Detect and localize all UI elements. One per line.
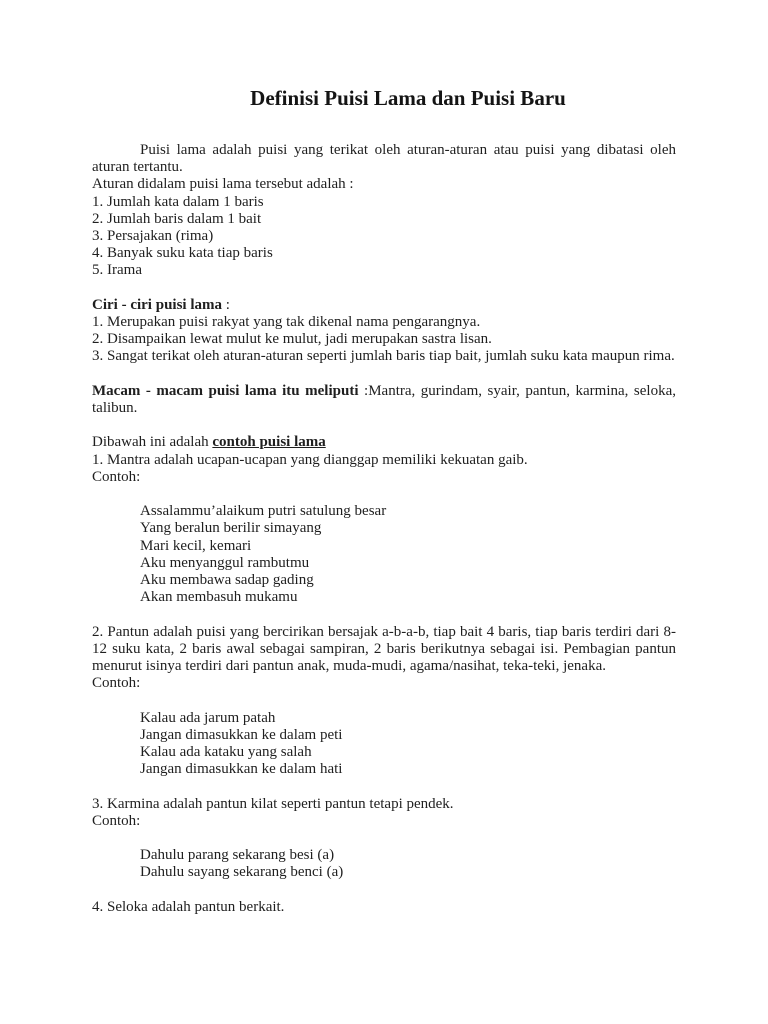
ciri-item-3: 3. Sangat terikat oleh aturan-aturan seperti jumlah baris tiap bait, jumlah suku kata maupun rima. bbox=[92, 348, 675, 365]
aturan-item-2: 2. Jumlah baris dalam 1 bait bbox=[92, 210, 262, 227]
contoh-intro-emphasis: contoh puisi lama bbox=[212, 434, 326, 451]
mantra-poem-line: Mari kecil, kemari bbox=[140, 537, 252, 554]
ciri-item-1: 1. Merupakan puisi rakyat yang tak dikenal nama pengarangnya. bbox=[92, 314, 481, 331]
mantra-poem bbox=[140, 503, 676, 606]
karmina-poem-line: Dahulu parang sekarang besi (a) bbox=[140, 847, 335, 864]
pantun-contoh-label: Contoh: bbox=[92, 675, 141, 692]
mantra-poem-line: Yang beralun berilir simayang bbox=[140, 520, 322, 537]
page-title: Definisi Puisi Lama dan Puisi Baru bbox=[250, 86, 566, 110]
document-content bbox=[92, 86, 676, 916]
ciri-heading-colon: : bbox=[222, 296, 230, 313]
karmina-poem bbox=[140, 847, 676, 881]
ciri-item-2: 2. Disampaikan lewat mulut ke mulut, jadi merupakan sastra lisan. bbox=[92, 331, 492, 348]
pantun-poem-line: Jangan dimasukkan ke dalam peti bbox=[140, 726, 343, 743]
contoh-intro bbox=[92, 434, 676, 451]
mantra-poem-line: Aku membawa sadap gading bbox=[140, 572, 314, 589]
ciri-heading bbox=[92, 297, 676, 314]
contoh-intro-normal: Dibawah ini adalah bbox=[92, 434, 213, 451]
mantra-poem-line: Aku menyanggul rambutmu bbox=[140, 554, 310, 571]
aturan-item-3: 3. Persajakan (rima) bbox=[92, 228, 214, 245]
karmina-contoh-label: Contoh: bbox=[92, 812, 141, 829]
karmina-poem-line: Dahulu sayang sekarang benci (a) bbox=[140, 864, 344, 881]
mantra-poem-line: Assalammu’alaikum putri satulung besar bbox=[140, 503, 387, 520]
mantra-poem-line: Akan membasuh mukamu bbox=[140, 589, 298, 606]
ciri-heading-bold: Ciri - ciri puisi lama bbox=[92, 296, 222, 313]
seloka-definition: 4. Seloka adalah pantun berkait. bbox=[92, 898, 285, 915]
pantun-poem-line: Kalau ada kataku yang salah bbox=[140, 744, 312, 761]
macam-list-text: :Mantra, gurindam, syair, pantun, karmina, seloka, talibun. bbox=[92, 382, 676, 417]
mantra-definition: 1. Mantra adalah ucapan-ucapan yang dianggap memiliki kekuatan gaib. bbox=[92, 451, 528, 468]
aturan-item-5: 5. Irama bbox=[92, 262, 142, 279]
pantun-definition: 2. Pantun adalah puisi yang bercirikan bersajak a-b-a-b, tiap bait 4 baris, tiap baris terdiri dari 8-12 suku kata, 2 baris awal sebagai sampiran, 2 baris berikutnya sebagai isi. Pembagian pantun menurut isinya terdiri dari pantun anak, muda-mudi, agama/nasihat, teka-teki, jenaka. bbox=[92, 623, 676, 675]
pantun-poem-line: Jangan dimasukkan ke dalam hati bbox=[140, 761, 343, 778]
mantra-contoh-label: Contoh: bbox=[92, 468, 141, 485]
pantun-poem bbox=[140, 710, 676, 779]
aturan-header: Aturan didalam puisi lama tersebut adalah : bbox=[92, 176, 354, 193]
aturan-item-1: 1. Jumlah kata dalam 1 baris bbox=[92, 193, 264, 210]
aturan-item-4: 4. Banyak suku kata tiap baris bbox=[92, 245, 273, 262]
macam-heading-bold: Macam - macam puisi lama itu meliputi bbox=[92, 382, 359, 399]
intro-paragraph: Puisi lama adalah puisi yang terikat oleh aturan-aturan atau puisi yang dibatasi oleh aturan tertantu. bbox=[92, 142, 676, 176]
pantun-poem-line: Kalau ada jarum patah bbox=[140, 709, 276, 726]
karmina-definition: 3. Karmina adalah pantun kilat seperti pantun tetapi pendek. bbox=[92, 795, 454, 812]
macam-paragraph bbox=[92, 383, 676, 417]
